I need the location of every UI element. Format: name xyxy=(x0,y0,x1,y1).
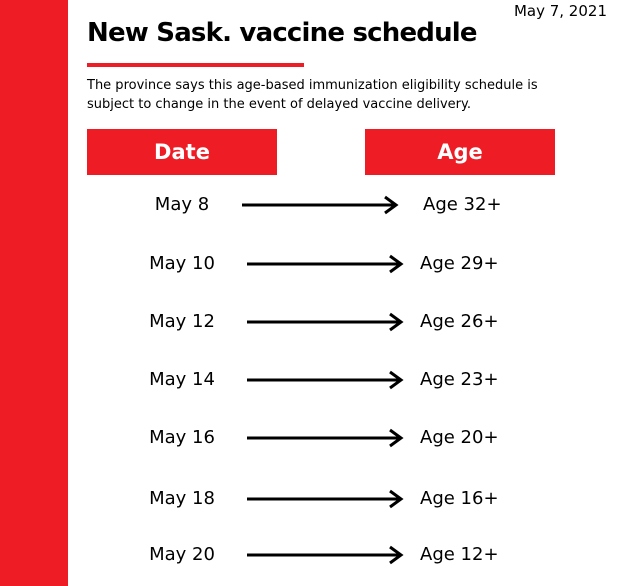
publish-date: May 7, 2021 xyxy=(513,2,607,20)
row-age: Age 26+ xyxy=(420,311,499,332)
row-age: Age 20+ xyxy=(420,427,499,448)
page-title: New Sask. vaccine schedule xyxy=(87,18,477,48)
row-date: May 16 xyxy=(149,427,215,448)
schedule-row xyxy=(0,423,617,453)
row-age: Age 16+ xyxy=(420,488,499,509)
right-arrow-icon xyxy=(247,254,405,274)
right-arrow-icon xyxy=(242,195,400,215)
schedule-row xyxy=(0,365,617,395)
row-date: May 18 xyxy=(149,488,215,509)
date-column-header: Date xyxy=(87,129,277,175)
row-date: May 10 xyxy=(149,253,215,274)
row-date: May 8 xyxy=(154,194,210,215)
schedule-row xyxy=(0,540,617,570)
right-arrow-icon xyxy=(247,489,405,509)
row-age: Age 29+ xyxy=(420,253,499,274)
right-arrow-icon xyxy=(247,370,405,390)
row-age: Age 32+ xyxy=(423,194,502,215)
right-arrow-icon xyxy=(247,428,405,448)
row-date: May 20 xyxy=(149,544,215,565)
schedule-row xyxy=(0,484,617,514)
right-arrow-icon xyxy=(247,312,405,332)
schedule-row xyxy=(0,190,617,220)
schedule-row xyxy=(0,307,617,337)
age-column-header: Age xyxy=(365,129,555,175)
subtitle: The province says this age-based immunization eligibility schedule is subject to change in the event of delayed vaccine delivery. xyxy=(87,78,538,112)
row-age: Age 23+ xyxy=(420,369,499,390)
schedule-row xyxy=(0,249,617,279)
right-arrow-icon xyxy=(247,545,405,565)
title-underline xyxy=(87,63,304,67)
row-date: May 14 xyxy=(149,369,215,390)
row-date: May 12 xyxy=(149,311,215,332)
row-age: Age 12+ xyxy=(420,544,499,565)
